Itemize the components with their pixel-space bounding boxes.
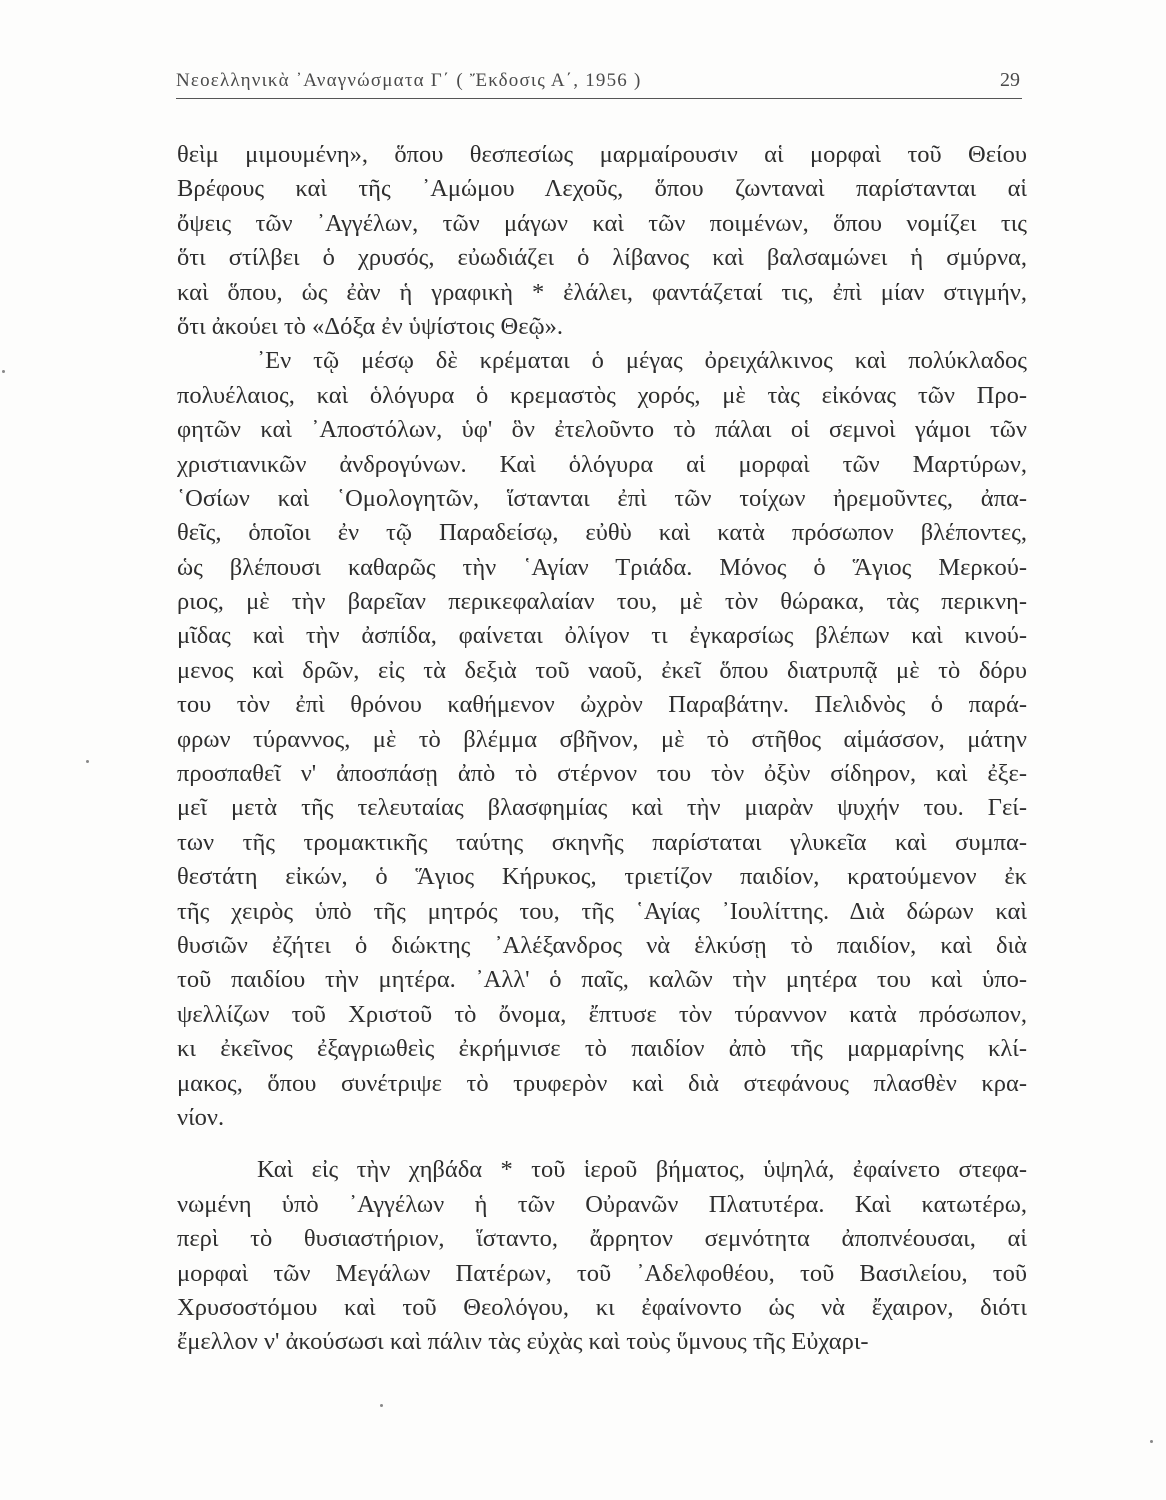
- text-line: προσπαθεῖ ν' ἀποσπάσῃ ἀπὸ τὸ στέρνον του τὸν ὀξὺν σίδηρον, καὶ ἐξε-: [177, 760, 1027, 788]
- text-line: Καὶ εἰς τὴν χηβάδα * τοῦ ἱεροῦ βήματος, ὑψηλά, ἐφαίνετο στεφα-: [257, 1156, 1027, 1184]
- text-line: ὅτι ἀκούει τὸ «Δόξα ἐν ὑψίστοις Θεῷ».: [177, 312, 564, 340]
- text-line: κι ἐκεῖνος ἐξαγριωθεὶς ἐκρήμνισε τὸ παιδίον ἀπὸ τῆς μαρμαρίνης κλί-: [177, 1035, 1027, 1063]
- text-line: ριος, μὲ τὴν βαρεῖαν περικεφαλαίαν του, μὲ τὸν θώρακα, τὰς περικνη-: [177, 588, 1027, 616]
- text-line: τῆς χειρὸς ὑπὸ τῆς μητρός του, τῆς ῾Αγίας ᾿Ιουλίττης. Διὰ δώρων καὶ: [177, 897, 1027, 925]
- text-line: τοῦ παιδίου τὴν μητέρα. ᾿Αλλ' ὁ παῖς, καλῶν τὴν μητέρα του καὶ ὑπο-: [177, 966, 1027, 994]
- scan-speck: [380, 1404, 383, 1407]
- text-line: των τῆς τρομακτικῆς ταύτης σκηνῆς παρίσταται γλυκεῖα καὶ συμπα-: [177, 828, 1027, 856]
- running-header: [176, 64, 1022, 99]
- text-line: νίον.: [177, 1103, 225, 1131]
- header-title: Νεοελληνικὰ ᾿Αναγνώσματα Γ΄ ( Ἔκδοσις Α΄, 1956 ): [176, 70, 642, 91]
- scan-speck: [2, 370, 5, 373]
- paragraph-gap: [177, 1135, 1027, 1153]
- text-line: θεστάτη εἰκών, ὁ Ἅγιος Κήρυκος, τριετίζον παιδίον, κρατούμενον ἐκ: [177, 863, 1027, 891]
- scan-speck: [1150, 1440, 1153, 1443]
- text-line: καὶ ὅπου, ὡς ἐὰν ἡ γραφικὴ * ἐλάλει, φαντάζεταί τις, ἐπὶ μίαν στιγμήν,: [177, 278, 1027, 306]
- text-line: φητῶν καὶ ᾿Αποστόλων, ὑφ' ὃν ἐτελοῦντο τὸ πάλαι οἱ σεμνοὶ γάμοι τῶν: [177, 416, 1027, 444]
- text-line: νωμένη ὑπὸ ᾿Αγγέλων ἡ τῶν Οὐρανῶν Πλατυτέρα. Καὶ κατωτέρω,: [177, 1190, 1027, 1218]
- text-line: ᾿Εν τῷ μέσῳ δὲ κρέμαται ὁ μέγας ὀρειχάλκινος καὶ πολύκλαδος: [257, 347, 1027, 375]
- text-line: μεῖ μετὰ τῆς τελευταίας βλασφημίας καὶ τὴν μιαρὰν ψυχήν του. Γεί-: [177, 794, 1027, 822]
- page-number: 29: [1000, 69, 1020, 91]
- text-line: Βρέφους καὶ τῆς ᾿Αμώμου Λεχοῦς, ὅπου ζωνταναὶ παρίστανται αἱ: [177, 175, 1027, 203]
- text-line: θυσιῶν ἐζήτει ὁ διώκτης ᾿Αλέξανδρος νὰ ἑλκύσῃ τὸ παιδίον, καὶ διὰ: [177, 931, 1027, 959]
- text-line: ἔμελλον ν' ἀκούσωσι καὶ πάλιν τὰς εὐχὰς καὶ τοὺς ὕμνους τῆς Εὐχαρι-: [177, 1328, 869, 1356]
- text-line: του τὸν ἐπὶ θρόνου καθήμενον ὠχρὸν Παραβάτην. Πελιδνὸς ὁ παρά-: [177, 691, 1027, 719]
- text-line: φρων τύραννος, μὲ τὸ βλέμμα σβῆνον, μὲ τὸ στῆθος αἱμάσσον, μάτην: [177, 725, 1027, 753]
- text-line: χριστιανικῶν ἀνδρογύνων. Καὶ ὁλόγυρα αἱ μορφαὶ τῶν Μαρτύρων,: [177, 450, 1027, 478]
- text-line: περὶ τὸ θυσιαστήριον, ἵσταντο, ἄρρητον σεμνότητα ἀποπνέουσαι, αἱ: [177, 1225, 1027, 1253]
- body-text: [177, 138, 1027, 1360]
- text-line: Χρυσοστόμου καὶ τοῦ Θεολόγου, κι ἐφαίνοντο ὡς νὰ ἔχαιρον, διότι: [177, 1293, 1027, 1321]
- text-line: ῾Οσίων καὶ ῾Ομολογητῶν, ἵστανται ἐπὶ τῶν τοίχων ἠρεμοῦντες, ἀπα-: [177, 484, 1027, 512]
- text-line: μορφαὶ τῶν Μεγάλων Πατέρων, τοῦ ᾿Αδελφοθέου, τοῦ Βασιλείου, τοῦ: [177, 1259, 1027, 1287]
- text-line: ὄψεις τῶν ᾿Αγγέλων, τῶν μάγων καὶ τῶν ποιμένων, ὅπου νομίζει τις: [177, 209, 1027, 237]
- text-line: θεῖς, ὁποῖοι ἐν τῷ Παραδείσῳ, εὐθὺ καὶ κατὰ πρόσωπον βλέποντες,: [177, 519, 1027, 547]
- text-line: θεὶμ μιμουμένη», ὅπου θεσπεσίως μαρμαίρουσιν αἱ μορφαὶ τοῦ Θείου: [177, 141, 1027, 168]
- text-line: μακος, ὅπου συνέτριψε τὸ τρυφερὸν καὶ διὰ στεφάνους πλασθὲν κρα-: [177, 1069, 1027, 1097]
- text-line: ὡς βλέπουσι καθαρῶς τὴν ῾Αγίαν Τριάδα. Μόνος ὁ Ἅγιος Μερκού-: [177, 553, 1027, 581]
- text-line: μῖδας καὶ τὴν ἀσπίδα, φαίνεται ὀλίγον τι ἐγκαρσίως βλέπων καὶ κινού-: [177, 622, 1027, 650]
- text-line: πολυέλαιος, καὶ ὁλόγυρα ὁ κρεμαστὸς χορός, μὲ τὰς εἰκόνας τῶν Προ-: [177, 381, 1027, 409]
- text-line: ὅτι στίλβει ὁ χρυσός, εὐωδιάζει ὁ λίβανος καὶ βαλσαμώνει ἡ σμύρνα,: [177, 244, 1027, 272]
- text-line: ψελλίζων τοῦ Χριστοῦ τὸ ὄνομα, ἔπτυσε τὸν τύραννον κατὰ πρόσωπον,: [177, 1000, 1027, 1028]
- scan-speck: [86, 760, 89, 763]
- text-line: μενος καὶ δρῶν, εἰς τὰ δεξιὰ τοῦ ναοῦ, ἐκεῖ ὅπου διατρυπᾷ μὲ τὸ δόρυ: [177, 656, 1027, 684]
